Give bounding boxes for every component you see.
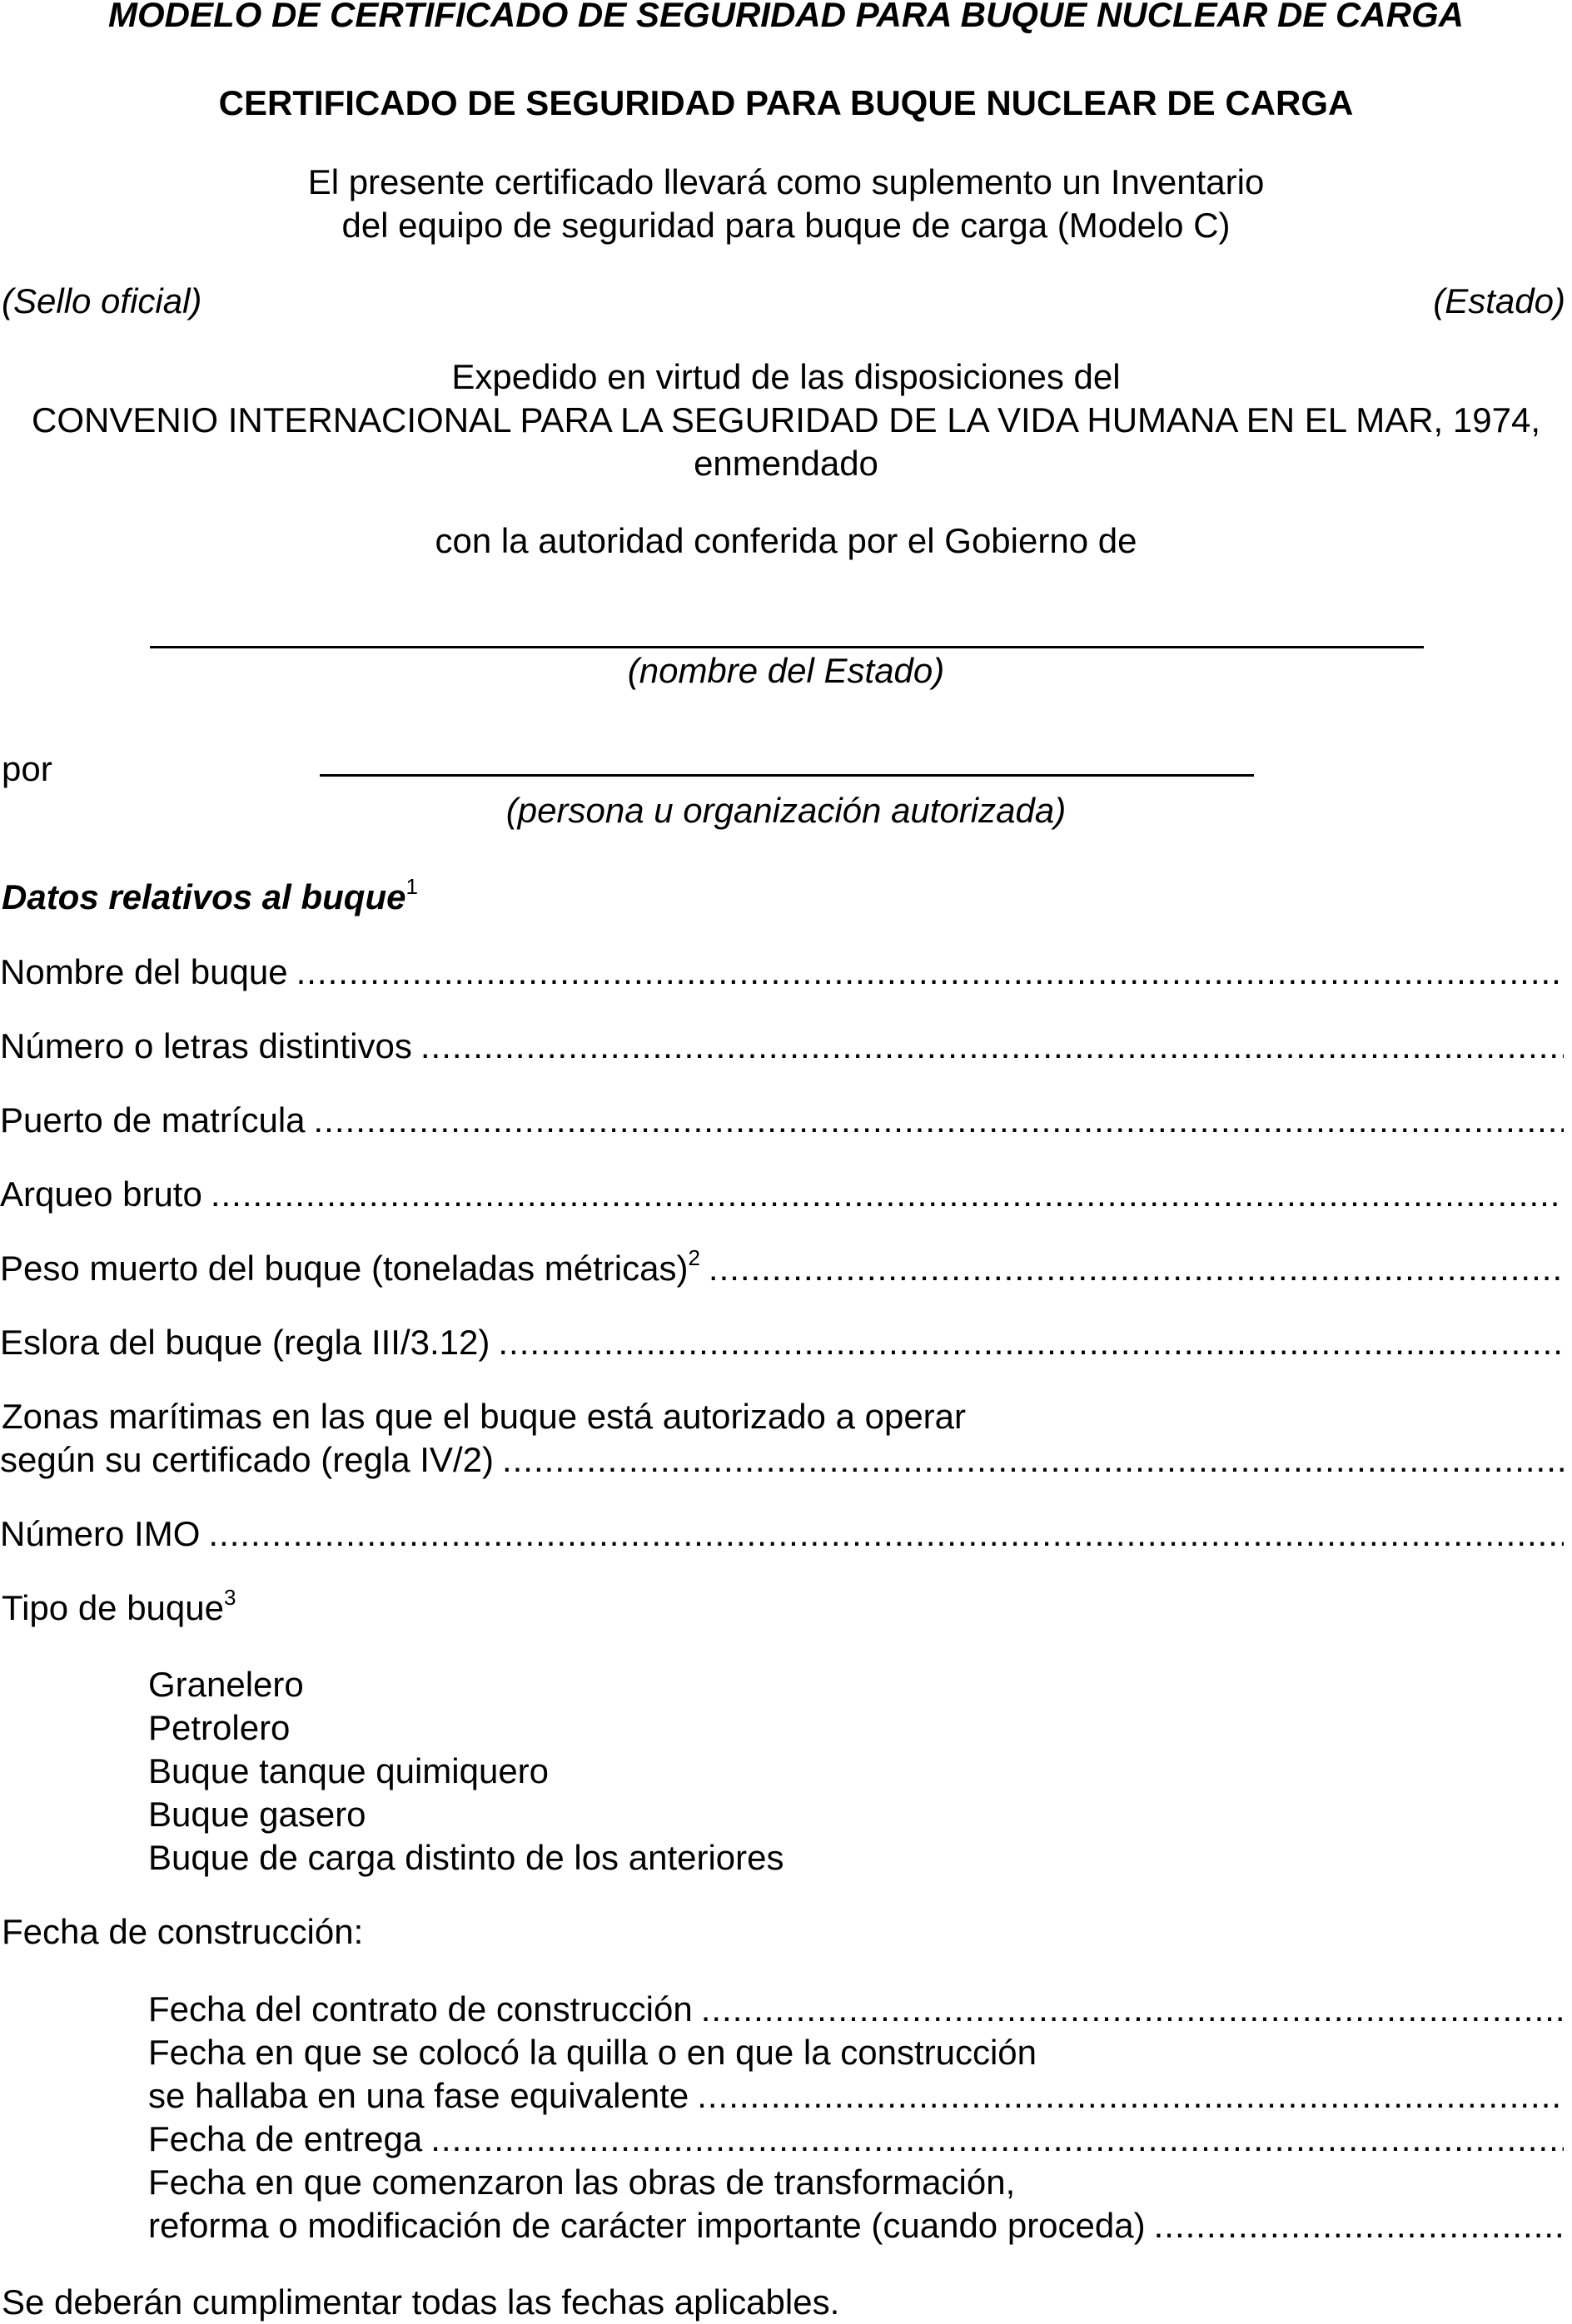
dot-leader: [701, 1988, 1564, 2031]
sea-areas-field: [0, 1438, 1564, 1482]
intro-line-1: El presente certificado llevará como suplemento un Inventario: [307, 162, 1265, 201]
dot-leader: [420, 1025, 1564, 1068]
authority-text: con la autoridad conferida por el Gobierno de: [435, 521, 1137, 560]
field-label: según su certificado (regla IV/2): [0, 1440, 494, 1479]
dot-leader: [1154, 2204, 1564, 2247]
state-name-line: [150, 646, 1424, 648]
contract-date-field: [148, 1988, 1564, 2031]
ship-type-option: Buque de carga distinto de los anteriores: [148, 1838, 784, 1877]
conversion-date-label: Fecha en que comenzaron las obras de transformación,: [148, 2163, 1016, 2202]
dot-leader: [211, 1173, 1564, 1216]
issued-line-3: enmendado: [694, 444, 878, 483]
dates-note: Se deberán cumplimentar todas las fechas aplicables.: [2, 2282, 840, 2322]
seal-label: (Sello oficial): [2, 281, 202, 320]
keel-date-label: Fecha en que se colocó la quilla o en que la construcción: [148, 2033, 1037, 2072]
ship-type-option: Petrolero: [148, 1708, 291, 1747]
dot-leader: [296, 951, 1564, 994]
footnote-marker: 3: [224, 1585, 236, 1610]
dot-leader: [208, 1512, 1564, 1556]
field-label: reforma o modificación de carácter importante (cuando proceda): [148, 2206, 1146, 2245]
authorized-line: [320, 774, 1254, 777]
certificate-title: CERTIFICADO DE SEGURIDAD PARA BUQUE NUCLEAR DE CARGA: [218, 83, 1354, 122]
ship-length-field: [0, 1321, 1564, 1364]
document-heading: MODELO DE CERTIFICADO DE SEGURIDAD PARA BUQUE NUCLEAR DE CARGA: [108, 0, 1464, 34]
footnote-marker: 2: [688, 1245, 700, 1270]
ship-type-label: Tipo de buque$^3$: [2, 1585, 236, 1627]
field-label: Número o letras distintivos: [0, 1026, 412, 1065]
issued-line-1: Expedido en virtud de las disposiciones del: [451, 357, 1121, 396]
dot-leader: [697, 2074, 1564, 2118]
ship-type-option: Granelero: [148, 1665, 304, 1704]
dot-leader: [709, 1247, 1564, 1290]
field-label: Puerto de matrícula: [0, 1100, 306, 1140]
field-label: Fecha del contrato de construcción: [148, 1989, 693, 2029]
distinctive-number-field: [0, 1025, 1564, 1068]
field-label: Peso muerto del buque (toneladas métricas)$^2$: [0, 1245, 700, 1288]
authorized-caption: (persona u organización autorizada): [505, 791, 1067, 830]
field-label: Arqueo bruto: [0, 1174, 202, 1214]
issued-line-2: CONVENIO INTERNACIONAL PARA LA SEGURIDAD DE LA VIDA HUMANA EN EL MAR, 1974,: [32, 400, 1540, 439]
field-label: se hallaba en una fase equivalente: [148, 2076, 689, 2115]
dot-leader: [314, 1099, 1564, 1142]
deadweight-field: [0, 1247, 1564, 1290]
dot-leader: [498, 1321, 1564, 1364]
field-label: Número IMO: [0, 1514, 201, 1553]
state-name-caption: (nombre del Estado): [627, 651, 945, 690]
port-of-registry-field: [0, 1099, 1564, 1142]
conversion-date-field: [148, 2204, 1564, 2247]
gross-tonnage-field: [0, 1173, 1564, 1216]
construction-date-label: Fecha de construcción:: [2, 1912, 364, 1951]
field-label: Nombre del buque: [0, 952, 288, 991]
intro-line-2: del equipo de seguridad para buque de carga (Modelo C): [341, 206, 1231, 245]
ship-section-title: Datos relativos al buque$^1$: [2, 874, 418, 916]
keel-date-field: [148, 2074, 1564, 2118]
dot-leader: [502, 1438, 1564, 1482]
delivery-date-field: [148, 2118, 1564, 2161]
dot-leader: [430, 2118, 1564, 2161]
by-label: por: [2, 749, 52, 788]
ship-type-option: Buque tanque quimiquero: [148, 1751, 550, 1790]
state-label: (Estado): [1433, 281, 1565, 320]
sea-areas-label: Zonas marítimas en las que el buque está autorizado a operar: [2, 1397, 967, 1436]
ship-name-field: [0, 951, 1564, 994]
footnote-marker: 1: [405, 874, 418, 899]
imo-number-field: [0, 1512, 1564, 1556]
field-label: Eslora del buque (regla III/3.12): [0, 1323, 490, 1362]
ship-type-option: Buque gasero: [148, 1795, 366, 1834]
field-label: Fecha de entrega: [148, 2119, 423, 2158]
